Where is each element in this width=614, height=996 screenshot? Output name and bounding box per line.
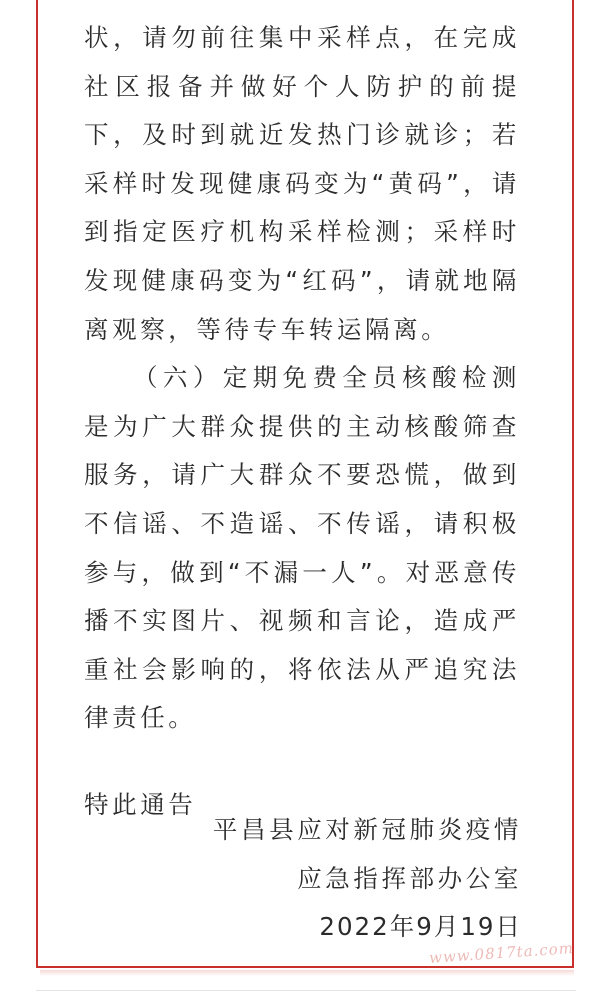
paragraph-continued: 状，请勿前往集中采样点，在完成社区报备并做好个人防护的前提下，及时到就近发热门诊就诊；若采样时发现健康码变为“黄码”，请到指定医疗机构采样检测；采样时发现健康码变为“红码”，请就地隔离观察，等待专车转运隔离。: [84, 23, 520, 344]
site-watermark: www.0817ta.com: [428, 938, 575, 968]
issuer-line-2: 应急指挥部办公室: [297, 863, 522, 893]
notice-body: [84, 14, 520, 830]
issuer-line-1: 平昌县应对新冠肺炎疫情: [212, 815, 522, 844]
bottom-divider: [36, 990, 576, 991]
signature-block: [213, 806, 522, 952]
frame-bottom-shadow: [40, 970, 574, 976]
closing-phrase: 特此通告: [84, 789, 197, 819]
issue-date: 2022年9月19日: [319, 912, 522, 942]
paragraph-item-six: （六）定期免费全员核酸检测是为广大群众提供的主动核酸筛查服务，请广大群众不要恐慌，做到不信谣、不造谣、不传谣，请积极参与，做到“不漏一人”。对恶意传播不实图片、视频和言论，造成严重社会影响的，将依法从严追究法律责任。: [84, 363, 520, 733]
